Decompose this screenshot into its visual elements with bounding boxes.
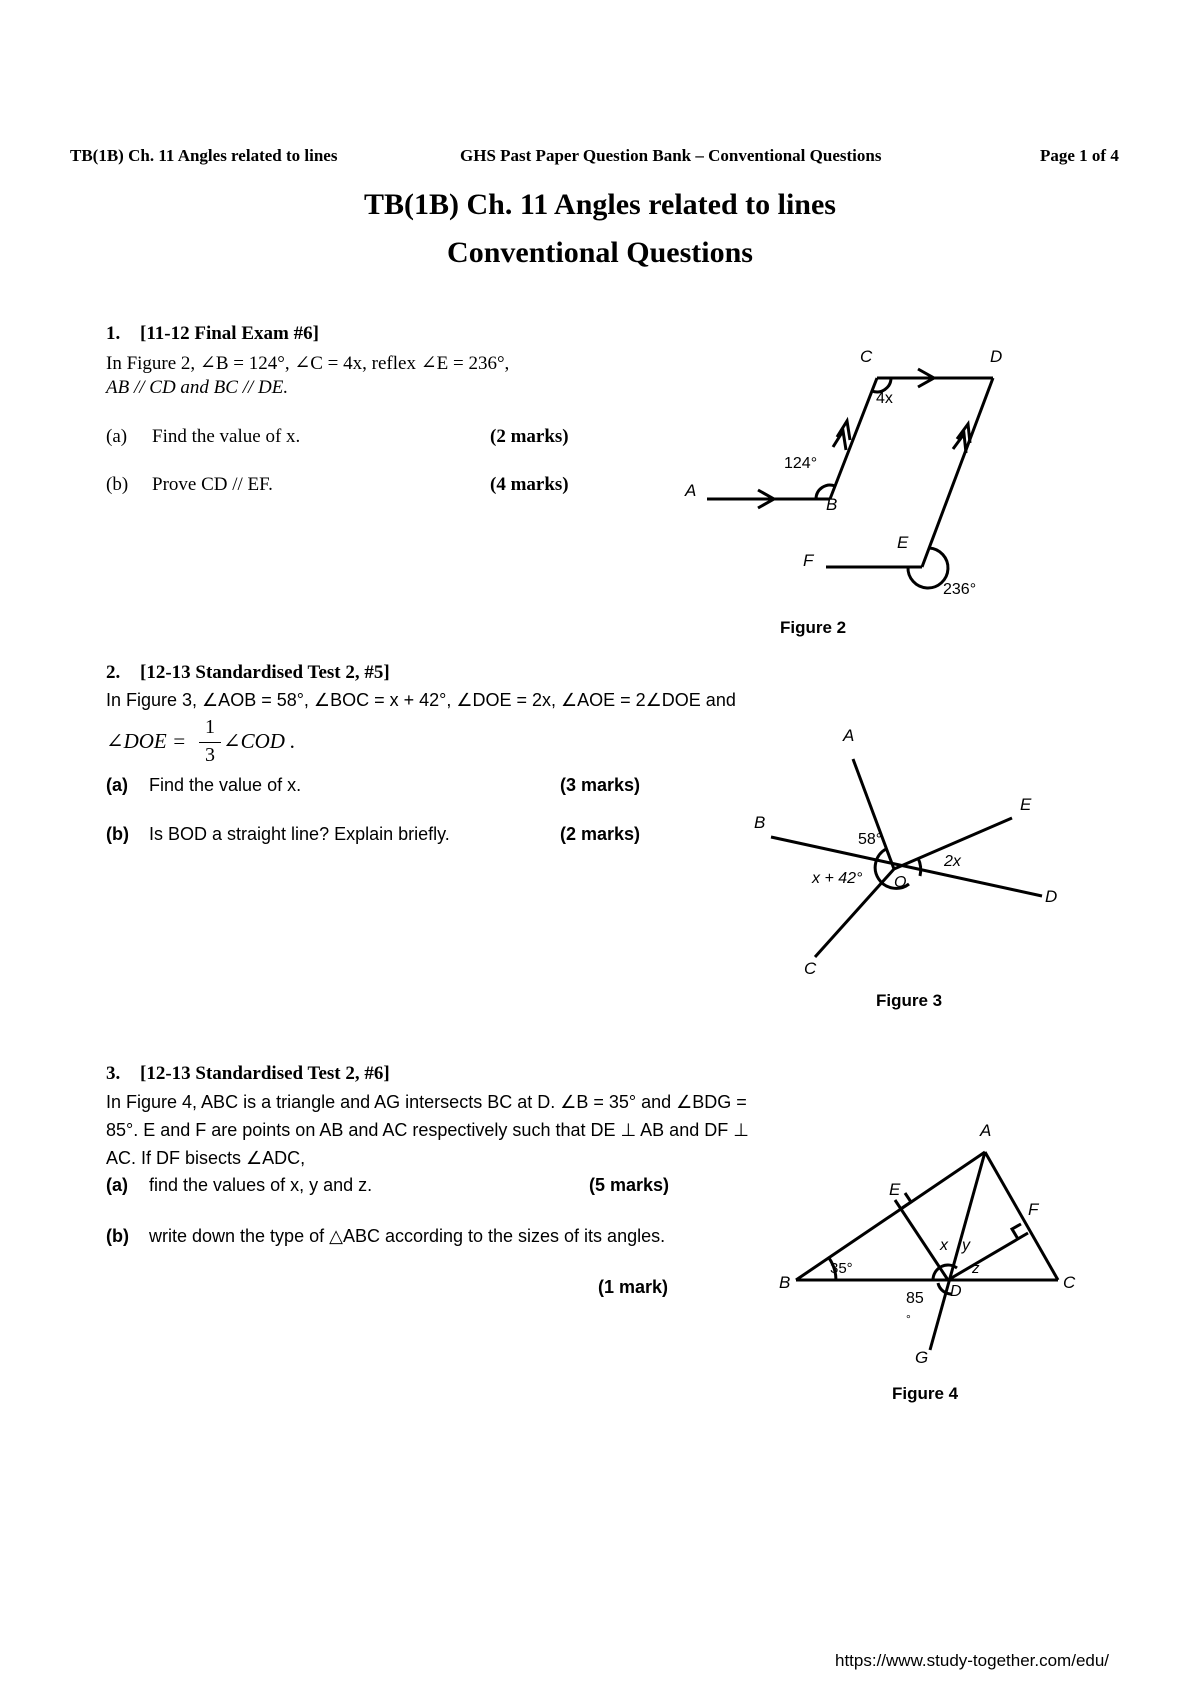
- point-label-e: E: [1020, 795, 1032, 814]
- part-label: (a): [106, 1175, 128, 1195]
- part-label: (b): [106, 474, 129, 495]
- question-number: 1.: [106, 323, 121, 344]
- point-label-g: G: [915, 1348, 929, 1367]
- angle-label-boc: x + 42°: [812, 870, 863, 887]
- part-text: Prove CD // EF.: [152, 474, 273, 495]
- part-text: Find the value of x.: [152, 426, 301, 447]
- page-title: TB(1B) Ch. 11 Angles related to lines: [364, 188, 836, 221]
- angle-label-bdg: 85: [906, 1290, 924, 1307]
- header-page-number: Page 1 of 4: [1040, 146, 1119, 165]
- part-marks: (2 marks): [560, 824, 641, 844]
- part-marks: (4 marks): [490, 474, 569, 495]
- angle-label-z: z: [972, 1260, 980, 1277]
- point-label-a: A: [843, 726, 855, 745]
- part-text: write down the type of △ABC according to the sizes of its angles.: [149, 1226, 666, 1246]
- point-label-e: E: [897, 533, 909, 552]
- part-marks: (5 marks): [589, 1175, 670, 1195]
- angle-label-y: y: [962, 1237, 970, 1254]
- fraction-denominator: 3: [205, 744, 215, 766]
- question-text-line: 85°. E and F are points on AB and AC respectively such that DE ⊥ AB and DF ⊥: [106, 1120, 749, 1140]
- point-label-b: B: [754, 813, 766, 832]
- question-source: [12-13 Standardised Test 2, #6]: [140, 1063, 390, 1084]
- question-number: 3.: [106, 1063, 121, 1084]
- point-label-d: D: [990, 347, 1003, 366]
- figure-caption: Figure 2: [780, 618, 847, 637]
- line-ag: [930, 1152, 985, 1350]
- part-label: (a): [106, 426, 128, 447]
- fraction-bar: [199, 742, 221, 743]
- point-label-f: F: [803, 551, 814, 570]
- figure-4: [770, 1110, 1080, 1370]
- figure-3: [740, 720, 1070, 990]
- point-label-c: C: [804, 959, 817, 978]
- point-label-a: A: [685, 481, 697, 500]
- angle-label-c: 4x: [876, 390, 893, 407]
- line-de: [922, 378, 993, 567]
- question-source: [11-12 Final Exam #6]: [140, 323, 319, 344]
- question-text-line: AC. If DF bisects ∠ADC,: [106, 1148, 306, 1168]
- question-text-line: In Figure 4, ABC is a triangle and AG intersects BC at D. ∠B = 35° and ∠BDG =: [106, 1092, 747, 1112]
- question-text-line: In Figure 2, ∠B = 124°, ∠C = 4x, reflex ∠E = 236°,: [106, 353, 510, 374]
- point-label-d: D: [950, 1283, 962, 1300]
- part-label: (b): [106, 1226, 129, 1246]
- header-center: GHS Past Paper Question Bank – Conventional Questions: [460, 146, 882, 165]
- point-label-b: B: [779, 1273, 791, 1292]
- point-label-b: B: [826, 495, 838, 514]
- question-text-line: AB // CD and BC // DE.: [106, 377, 289, 398]
- footer-url[interactable]: https://www.study-together.com/edu/: [835, 1651, 1110, 1670]
- part-marks: (3 marks): [560, 775, 641, 795]
- fraction-numerator: 1: [205, 716, 215, 738]
- right-angle-e: [902, 1193, 911, 1208]
- equation-lhs: ∠DOE =: [106, 729, 187, 753]
- angle-arc-doe: [918, 858, 921, 876]
- part-label: (b): [106, 824, 129, 844]
- angle-label-aob: 58°: [858, 831, 883, 848]
- line-ac: [985, 1152, 1058, 1280]
- point-label-c: C: [1063, 1273, 1076, 1292]
- angle-label-e: 236°: [943, 581, 977, 598]
- part-marks: (2 marks): [490, 426, 569, 447]
- angle-label-b: 124°: [784, 455, 818, 472]
- part-text: Is BOD a straight line? Explain briefly.: [149, 824, 450, 844]
- point-label-c: C: [860, 347, 873, 366]
- point-label-f: F: [1028, 1200, 1039, 1219]
- ray-oa: [853, 759, 894, 869]
- part-text: find the values of x, y and z.: [149, 1175, 373, 1195]
- angle-label-x: x: [940, 1237, 948, 1254]
- question-source: [12-13 Standardised Test 2, #5]: [140, 662, 390, 683]
- part-text: Find the value of x.: [149, 775, 302, 795]
- angle-label-doe: 2x: [944, 853, 961, 870]
- figure-2: [670, 340, 1030, 600]
- point-label-o: O: [894, 874, 907, 891]
- angle-label-b: 35°: [830, 1260, 853, 1277]
- part-marks: (1 mark): [598, 1277, 669, 1297]
- header-left: TB(1B) Ch. 11 Angles related to lines: [70, 146, 338, 165]
- question-number: 2.: [106, 662, 121, 683]
- point-label-d: D: [1045, 887, 1058, 906]
- angle-label-degree: °: [906, 1312, 911, 1326]
- question-text-line: In Figure 3, ∠AOB = 58°, ∠BOC = x + 42°, ∠DOE = 2x, ∠AOE = 2∠DOE and: [106, 690, 736, 710]
- figure-caption: Figure 4: [892, 1384, 959, 1403]
- part-label: (a): [106, 775, 128, 795]
- line-ba: [796, 1152, 985, 1280]
- point-label-a: A: [980, 1121, 992, 1140]
- page-subtitle: Conventional Questions: [447, 236, 753, 269]
- point-label-e: E: [889, 1180, 901, 1199]
- figure-caption: Figure 3: [876, 991, 943, 1010]
- equation-rhs: ∠COD .: [223, 729, 296, 753]
